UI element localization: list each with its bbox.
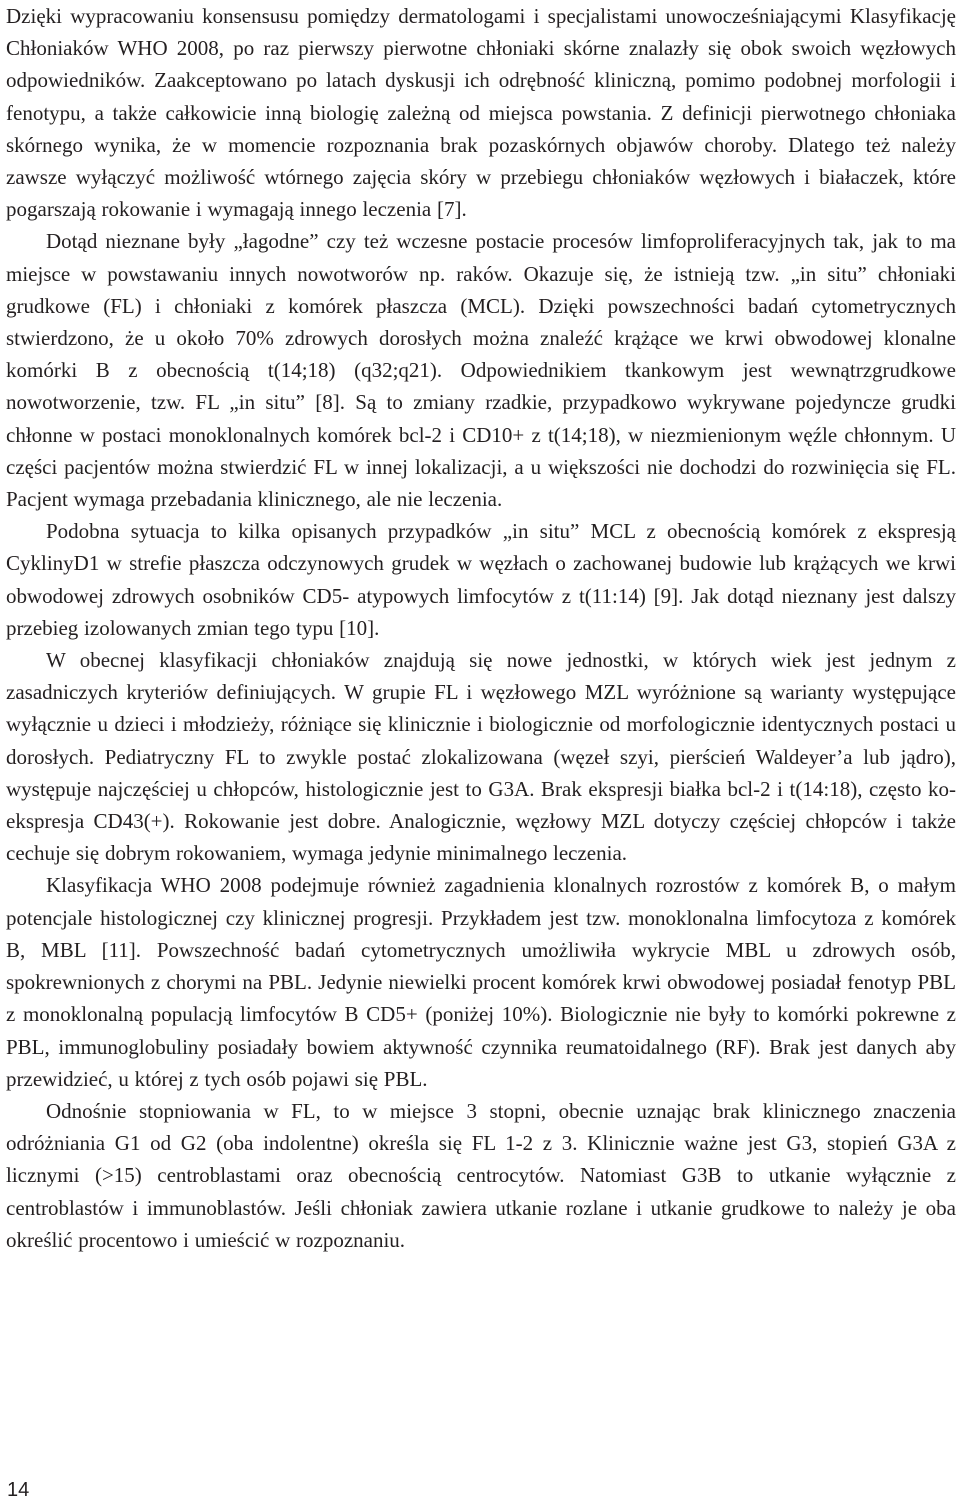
paragraph-5: Klasyfikacja WHO 2008 podejmuje również zagadnienia klonalnych rozrostów z komórek B, o małym potencjale histologicznej czy klinicznej progresji. Przykładem jest tzw. monoklonalna limfocytoza z komórek B, MBL [11]. Powszechność badań cytometrycznych umożliwiła wykrycie MBL u zdrowych osób, spokrewnionych z chorymi na PBL. Jedynie niewielki procent komórek krwi obwodowej posiadał fenotyp PBL z monoklonalną populacją limfocytów B CD5+ (poniżej 10%). Biologicznie nie były to komórki pokrewne z PBL, immunoglobuliny posiadały bowiem aktywność czynnika reumatoidalnego (RF). Brak jest danych aby przewidzieć, u której z tych osób pojawi się PBL. bbox=[6, 873, 956, 1091]
text-body bbox=[6, 0, 956, 1256]
page-number: 14 bbox=[7, 1479, 30, 1501]
paragraph-4: W obecnej klasyfikacji chłoniaków znajdują się nowe jednostki, w których wiek jest jednym z zasadniczych kryteriów definiujących. W grupie FL i węzłowego MZL wyróżnione są warianty występujące wyłącznie u dzieci i młodzieży, różniące się klinicznie i biologicznie od morfologicznie identycznych postaci u dorosłych. Pediatryczny FL to zwykle postać zlokalizowana (węzeł szyi, pierścień Waldeyer’a lub jądro), występuje najczęściej u chłopców, histologicznie jest to G3A. Brak ekspresji białka bcl-2 i t(14:18), często ko-ekspresja CD43(+). Rokowanie jest dobre. Analogicznie, węzłowy MZL dotyczy częściej chłopców i także cechuje się dobrym rokowaniem, wymaga jedynie minimalnego leczenia. bbox=[6, 648, 956, 866]
paragraph-6: Odnośnie stopniowania w FL, to w miejsce 3 stopni, obecnie uznając brak klinicznego znaczenia odróżniania G1 od G2 (oba indolentne) określa się FL 1-2 z 3. Klinicznie ważne jest G3, stopień G3A z licznymi (>15) centroblastami oraz obecnością centrocytów. Natomiast G3B to utkanie wyłącznie z centroblastów i immunoblastów. Jeśli chłoniak zawiera utkanie rozlane i utkanie grudkowe to należy je oba określić procentowo i umieścić w rozpoznaniu. bbox=[6, 1098, 956, 1252]
paragraph-2: Dotąd nieznane były „łagodne” czy też wczesne postacie procesów limfoproliferacyjnych tak, jak to ma miejsce w powstawaniu innych nowotworów np. raków. Okazuje się, że istnieją tzw. „in situ” chłoniaki grudkowe (FL) i chłoniaki z komórek płaszcza (MCL). Dzięki powszechności badań cytometrycznych stwierdzono, że u około 70% zdrowych dorosłych można znaleźć krążące we krwi obwodowej klonalne komórki B z obecnością t(14;18) (q32;q21). Odpowiednikiem tkankowym jest wewnątrzgrudkowe nowotworzenie, tzw. FL „in situ” [8]. Są to zmiany rzadkie, przypadkowo wykrywane pojedyncze grudki chłonne w postaci monoklonalnych komórek bcl-2 i CD10+ z t(14;18), w niezmienionym węźle chłonnym. U części pacjentów można stwierdzić FL w innej lokalizacji, a u większości nie dochodzi do rozwinięcia się FL. Pacjent wymaga przebadania klinicznego, ale nie leczenia. bbox=[6, 229, 956, 512]
paragraph-1: Dzięki wypracowaniu konsensusu pomiędzy dermatologami i specjalistami unowocześniającymi Klasyfikację Chłoniaków WHO 2008, po raz pierwszy pierwotne chłoniaki skórne znalazły się obok swoich węzłowych odpowiedników. Zaakceptowano po latach dyskusji ich odrębność kliniczną, pomimo podobnej morfologii i fenotypu, a także całkowicie inną biologię zależną od miejsca powstania. Z definicji pierwotnego chłoniaka skórnego wynika, że w momencie rozpoznania brak pozaskórnych objawów choroby. Dlatego też należy zawsze wyłączyć możliwość wtórnego zajęcia skóry w przebiegu chłoniaków węzłowych i białaczek, które pogarszają rokowanie i wymagają innego leczenia [7]. bbox=[6, 4, 956, 222]
paragraph-3: Podobna sytuacja to kilka opisanych przypadków „in situ” MCL z obecnością komórek z ekspresją CyklinyD1 w strefie płaszcza odczynowych grudek w węzłach o zachowanej budowie lub krążących we krwi obwodowej zdrowych osobników CD5- atypowych limfocytów z t(11:14) [9]. Jak dotąd nieznany jest dalszy przebieg izolowanych zmian tego typu [10]. bbox=[6, 519, 956, 640]
